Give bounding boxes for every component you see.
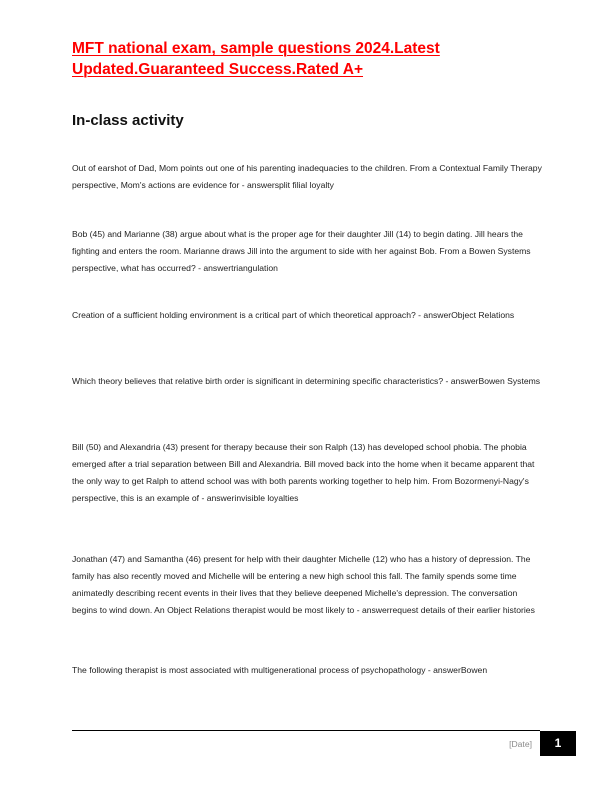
- section-heading: In-class activity: [72, 112, 184, 129]
- qa-item: [72, 373, 544, 390]
- answer-text: Bowen Systems: [478, 376, 541, 386]
- question-text: Bill (50) and Alexandria (43) present for therapy because their son Ralph (13) has developed school phobia. The phobia emerged after a trial separation between Bill and Alexandria. Bill moved back into the home when it became apparent that the only way to get Ralph to attend school was with both parents working together to help him. From Bozormenyi-Nagy's perspective, this is an example of - answer: [72, 442, 535, 503]
- qa-item: [72, 551, 544, 619]
- answer-text: triangulation: [231, 263, 278, 273]
- page-number: 1: [554, 736, 562, 750]
- question-text: Creation of a sufficient holding environment is a critical part of which theoretical approach? - answer: [72, 310, 452, 320]
- answer-text: Bowen: [460, 665, 488, 675]
- qa-item: [72, 160, 544, 194]
- answer-text: invisible loyalties: [234, 493, 299, 503]
- answer-text: request details of their earlier histories: [389, 605, 535, 615]
- question-text: The following therapist is most associated with multigenerational process of psychopathology - answer: [72, 665, 461, 675]
- answer-text: split filial loyalty: [274, 180, 334, 190]
- qa-item: [72, 439, 544, 507]
- page-number-badge: [540, 731, 576, 756]
- qa-item: [72, 226, 544, 277]
- question-text: Which theory believes that relative birth order is significant in determining specific characteristics? - answer: [72, 376, 479, 386]
- qa-item: [72, 307, 544, 324]
- answer-text: Object Relations: [451, 310, 515, 320]
- question-text: Jonathan (47) and Samantha (46) present for help with their daughter Michelle (12) who has a history of depression. The family has also recently moved and Michelle will be entering a new high school this fall. The family spends some time animatedly describing recent events in their lives that they believe deepened Michelle's depression. The conversation begins to wind down. An Object Relations therapist would be most likely to - answer: [72, 554, 531, 615]
- question-text: Bob (45) and Marianne (38) argue about what is the proper age for their daughter Jill (14) to begin dating. Jill hears the fighting and enters the room. Marianne draws Jill into the argument to side with her against Bob. From a Bowen Systems perspective, what has occurred? - answer: [72, 229, 531, 273]
- footer-divider: [72, 730, 540, 731]
- document-title: MFT national exam, sample questions 2024.Latest Updated.Guaranteed Success.Rated A+: [72, 40, 440, 78]
- qa-item: [72, 662, 544, 679]
- footer-date-placeholder: [Date]: [509, 739, 532, 749]
- question-text: Out of earshot of Dad, Mom points out one of his parenting inadequacies to the children. From a Contextual Family Therapy perspective, Mom's actions are evidence for - answer: [72, 163, 542, 190]
